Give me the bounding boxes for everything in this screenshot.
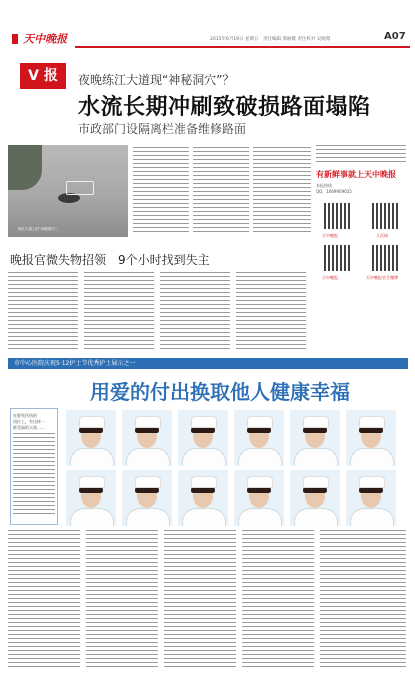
lead-kicker: 夜晚练江大道现“神秘洞穴”？: [78, 73, 235, 87]
nurse-portrait-7: [66, 470, 116, 526]
second-body-col-3: [160, 272, 230, 352]
nurse-portrait-3: [178, 410, 228, 466]
feature-intro: [10, 408, 58, 525]
qr-label-2: 人民网: [376, 233, 388, 238]
second-body-col-4: [236, 272, 306, 352]
second-body-col-1: [8, 272, 78, 352]
masthead-logo: [12, 28, 67, 47]
section-label-box: [20, 63, 66, 89]
page-number: A07: [384, 31, 406, 42]
masthead-rule: [75, 46, 410, 48]
photo-tree: [8, 145, 42, 190]
feature-intro-line-3: 群美丽的天使……: [13, 425, 45, 430]
nurse-portrait-9: [178, 470, 228, 526]
nurse-portrait-11: [290, 470, 340, 526]
red-flag-icon: [12, 34, 18, 44]
feature-body-col-1: [8, 530, 80, 670]
logo-text: 天中晚报: [23, 32, 68, 46]
nurse-portrait-5: [290, 410, 340, 466]
promo-box: [316, 145, 408, 335]
nurse-portrait-4: [234, 410, 284, 466]
promo-line-1: 本报热线: [316, 183, 332, 188]
qr-label-3: 天中晚报: [322, 275, 338, 280]
promo-title: 有新鲜事就上天中晚报: [316, 170, 396, 179]
photo-caption: 练江大道上的“神秘洞穴”。: [18, 227, 61, 231]
feature-body-col-4: [242, 530, 314, 670]
qr-code-1[interactable]: [324, 203, 350, 229]
feature-body-col-3: [164, 530, 236, 670]
qr-code-3[interactable]: [324, 245, 350, 271]
nurse-portrait-1: [66, 410, 116, 466]
second-body-col-2: [84, 272, 154, 352]
qr-label-1: 天中晚报: [322, 233, 338, 238]
feature-intro-body: [13, 433, 55, 517]
nurse-portrait-2: [122, 410, 172, 466]
lead-body-col-1: [133, 147, 189, 235]
lead-headline: 水流长期冲刷致破损路面塌陷: [78, 95, 371, 120]
nurse-portrait-8: [122, 470, 172, 526]
feature-headline: 用爱的付出换取他人健康幸福: [90, 380, 350, 404]
promo-text-lines: [316, 145, 406, 165]
feature-body-col-5: [320, 530, 406, 670]
nurse-portrait-10: [234, 470, 284, 526]
feature-intro-line-1: 在救死扶伤的: [13, 413, 37, 418]
feature-intro-line-2: 岗位上，有这样一: [13, 419, 45, 424]
meta-line: 2015年6月19日 星期五 责任编辑 邢丽微 责任校对 吴晓璟: [210, 37, 331, 42]
photo-barrier: [66, 181, 94, 195]
nurse-portrait-12: [346, 470, 396, 526]
lead-photo: [8, 145, 128, 237]
qr-code-2[interactable]: [372, 203, 398, 229]
feature-banner-text: 市中心医院庆祝5·12护士节优秀护士展示之一: [14, 360, 136, 367]
nurse-portrait-6: [346, 410, 396, 466]
qr-label-4: 天中晚报官方微博: [366, 275, 398, 280]
promo-line-2: QQ：1669909025: [316, 189, 352, 194]
lead-subheadline: 市政部门设隔离栏准备维修路面: [78, 122, 247, 136]
second-headline: 晚报官微失物招领 9个小时找到失主: [10, 253, 210, 267]
section-label: V 报: [28, 68, 58, 84]
lead-body-col-3: [253, 147, 311, 235]
lead-body-col-2: [193, 147, 249, 235]
feature-banner: [8, 358, 408, 369]
feature-body-col-2: [86, 530, 158, 670]
qr-code-4[interactable]: [372, 245, 398, 271]
